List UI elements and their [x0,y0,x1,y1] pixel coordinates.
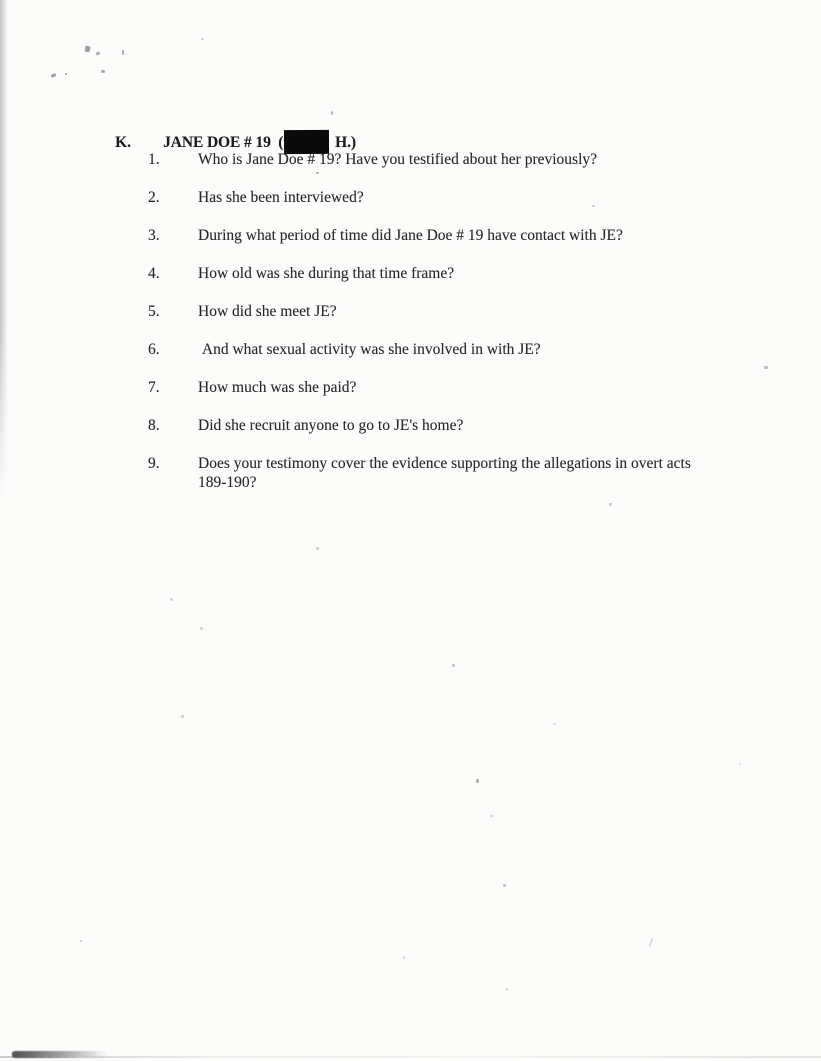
question-number: 2. [148,189,160,206]
scan-speck [65,73,67,75]
scan-speck [739,763,741,765]
scan-speck [84,46,90,53]
question-number: 1. [148,151,160,168]
question-item [148,264,714,283]
scan-smudge-bottom-left [12,1051,108,1058]
scan-speck [452,664,455,667]
scan-speck [490,815,493,817]
question-item [148,188,714,207]
scan-speck [503,884,506,887]
question-text: Does your testimony cover the evidence supporting the allegations in overt acts 189-190? [198,455,695,491]
scan-speck [201,38,204,40]
scan-speck [553,723,556,725]
question-number: 6. [148,341,160,358]
question-number: 8. [148,417,160,434]
scan-speck [316,547,319,550]
question-item [148,226,714,245]
question-number: 7. [148,379,160,396]
question-item [148,150,714,169]
question-text: How did she meet JE? [198,303,337,320]
scan-speck [764,366,768,369]
section-title-suffix: H.) [331,134,356,151]
question-number: 5. [148,303,160,320]
scan-speck [80,940,82,942]
question-text: Has she been interviewed? [198,189,364,206]
section-title [163,134,356,151]
scan-speck [101,70,105,73]
question-number: 3. [148,227,160,244]
question-text: How much was she paid? [198,379,357,396]
section-letter: K. [115,134,131,151]
question-text: Did she recruit anyone to go to JE's home? [198,417,464,434]
question-number: 9. [148,455,160,472]
section-title-prefix: JANE DOE # 19 ( [163,134,284,151]
question-item [148,378,714,397]
question-item [148,340,714,359]
question-number: 4. [148,265,160,282]
scan-speck [122,50,124,55]
scan-speck [403,956,405,959]
question-item [148,454,714,492]
question-item [148,302,714,321]
scan-speck [649,938,654,947]
question-item [148,416,714,435]
question-text: And what sexual activity was she involved in with JE? [198,341,541,358]
question-list [148,150,714,511]
question-text: During what period of time did Jane Doe # 19 have contact with JE? [198,227,623,244]
question-text: Who is Jane Doe # 19? Have you testified about her previously? [198,151,598,168]
scan-edge-shadow-left [0,0,8,500]
question-text: How old was she during that time frame? [198,265,455,282]
scan-speck [51,73,57,78]
scan-edge-line-bottom [0,1056,821,1058]
scan-speck [476,779,479,783]
scan-speck [170,598,173,601]
scan-speck [181,715,184,718]
scan-speck [200,627,203,630]
scan-speck [506,988,508,991]
scan-speck [96,51,101,55]
